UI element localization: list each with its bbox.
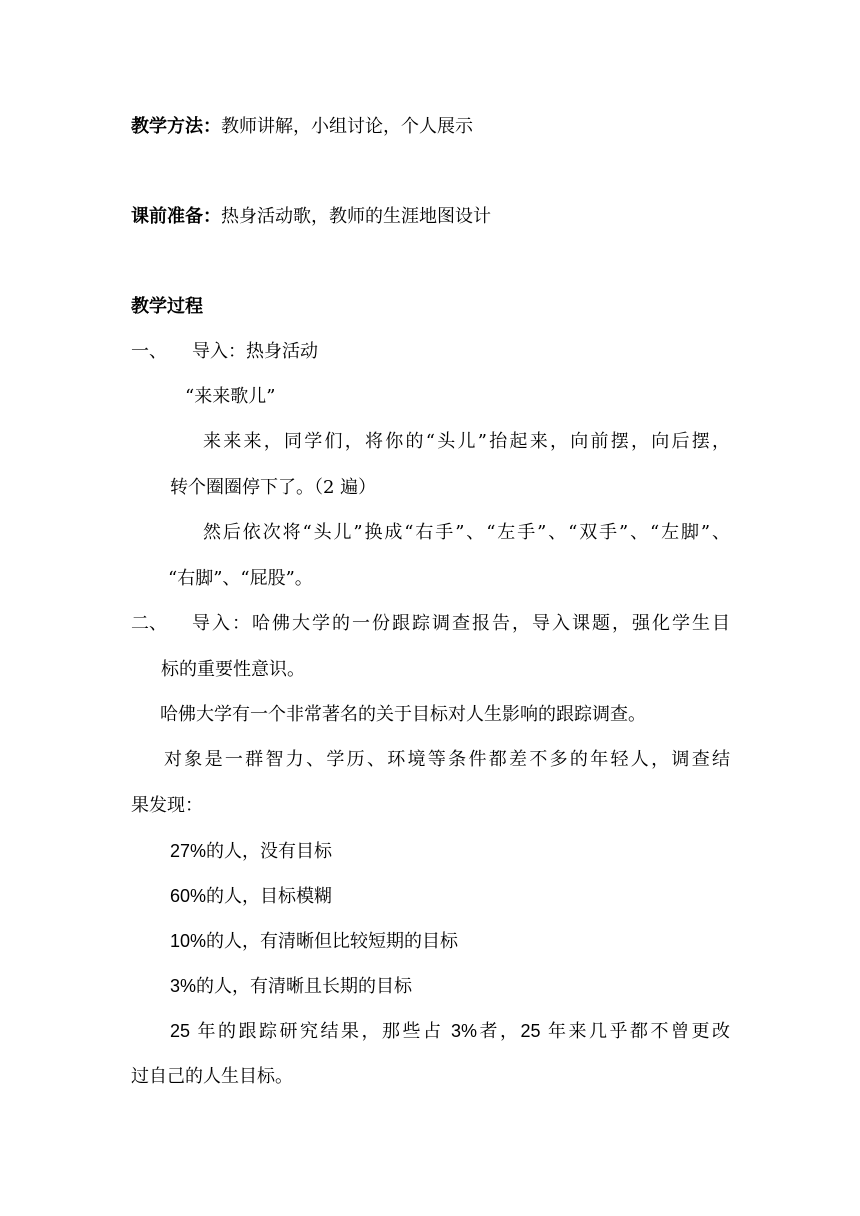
section2-title-line2: 标的重要性意识。 bbox=[161, 659, 305, 680]
song-lyrics-line1: 来来来，同学们，将你的“头儿”抬起来，向前摆，向后摆， bbox=[203, 431, 730, 452]
stat-item: 3%的人，有清晰且长期的目标 bbox=[170, 976, 413, 996]
section2-title-line1: 导入：哈佛大学的一份跟踪调查报告，导入课题，强化学生目 bbox=[192, 613, 730, 634]
section2-marker: 二、 bbox=[131, 613, 167, 634]
preparation-text: 热身活动歌，教师的生涯地图设计 bbox=[221, 206, 491, 227]
replace-line1: 然后依次将“头儿”换成“右手”、“左手”、“双手”、“左脚”、 bbox=[203, 522, 730, 543]
section1-marker: 一、 bbox=[131, 341, 167, 362]
result-line2: 过自己的人生目标。 bbox=[131, 1066, 293, 1087]
stat-item: 10%的人，有清晰但比较短期的目标 bbox=[170, 931, 459, 951]
subjects-line1: 对象是一群智力、学历、环境等条件都差不多的年轻人，调查结 bbox=[164, 749, 730, 770]
section1-title: 导入：热身活动 bbox=[192, 341, 318, 362]
preparation-line bbox=[131, 205, 491, 229]
teaching-method-label: 教学方法： bbox=[131, 116, 221, 137]
song-title: “来来歌儿” bbox=[185, 386, 276, 407]
preparation-label: 课前准备： bbox=[131, 206, 221, 227]
result-line1: 25 年的跟踪研究结果，那些占 3%者，25 年来几乎都不曾更改 bbox=[170, 1021, 730, 1041]
stat-item: 60%的人，目标模糊 bbox=[170, 886, 333, 906]
stat-item: 27%的人，没有目标 bbox=[170, 841, 333, 861]
teaching-method-text: 教师讲解，小组讨论，个人展示 bbox=[221, 116, 473, 137]
replace-line2: “右脚”、“屁股”。 bbox=[168, 568, 313, 589]
process-heading: 教学过程 bbox=[131, 296, 203, 317]
harvard-para: 哈佛大学有一个非常著名的关于目标对人生影响的跟踪调查。 bbox=[160, 704, 646, 725]
teaching-method-line bbox=[131, 115, 473, 139]
subjects-line2: 果发现： bbox=[131, 795, 203, 816]
song-lyrics-line2: 转个圈圈停下了。（2 遍） bbox=[170, 477, 377, 498]
